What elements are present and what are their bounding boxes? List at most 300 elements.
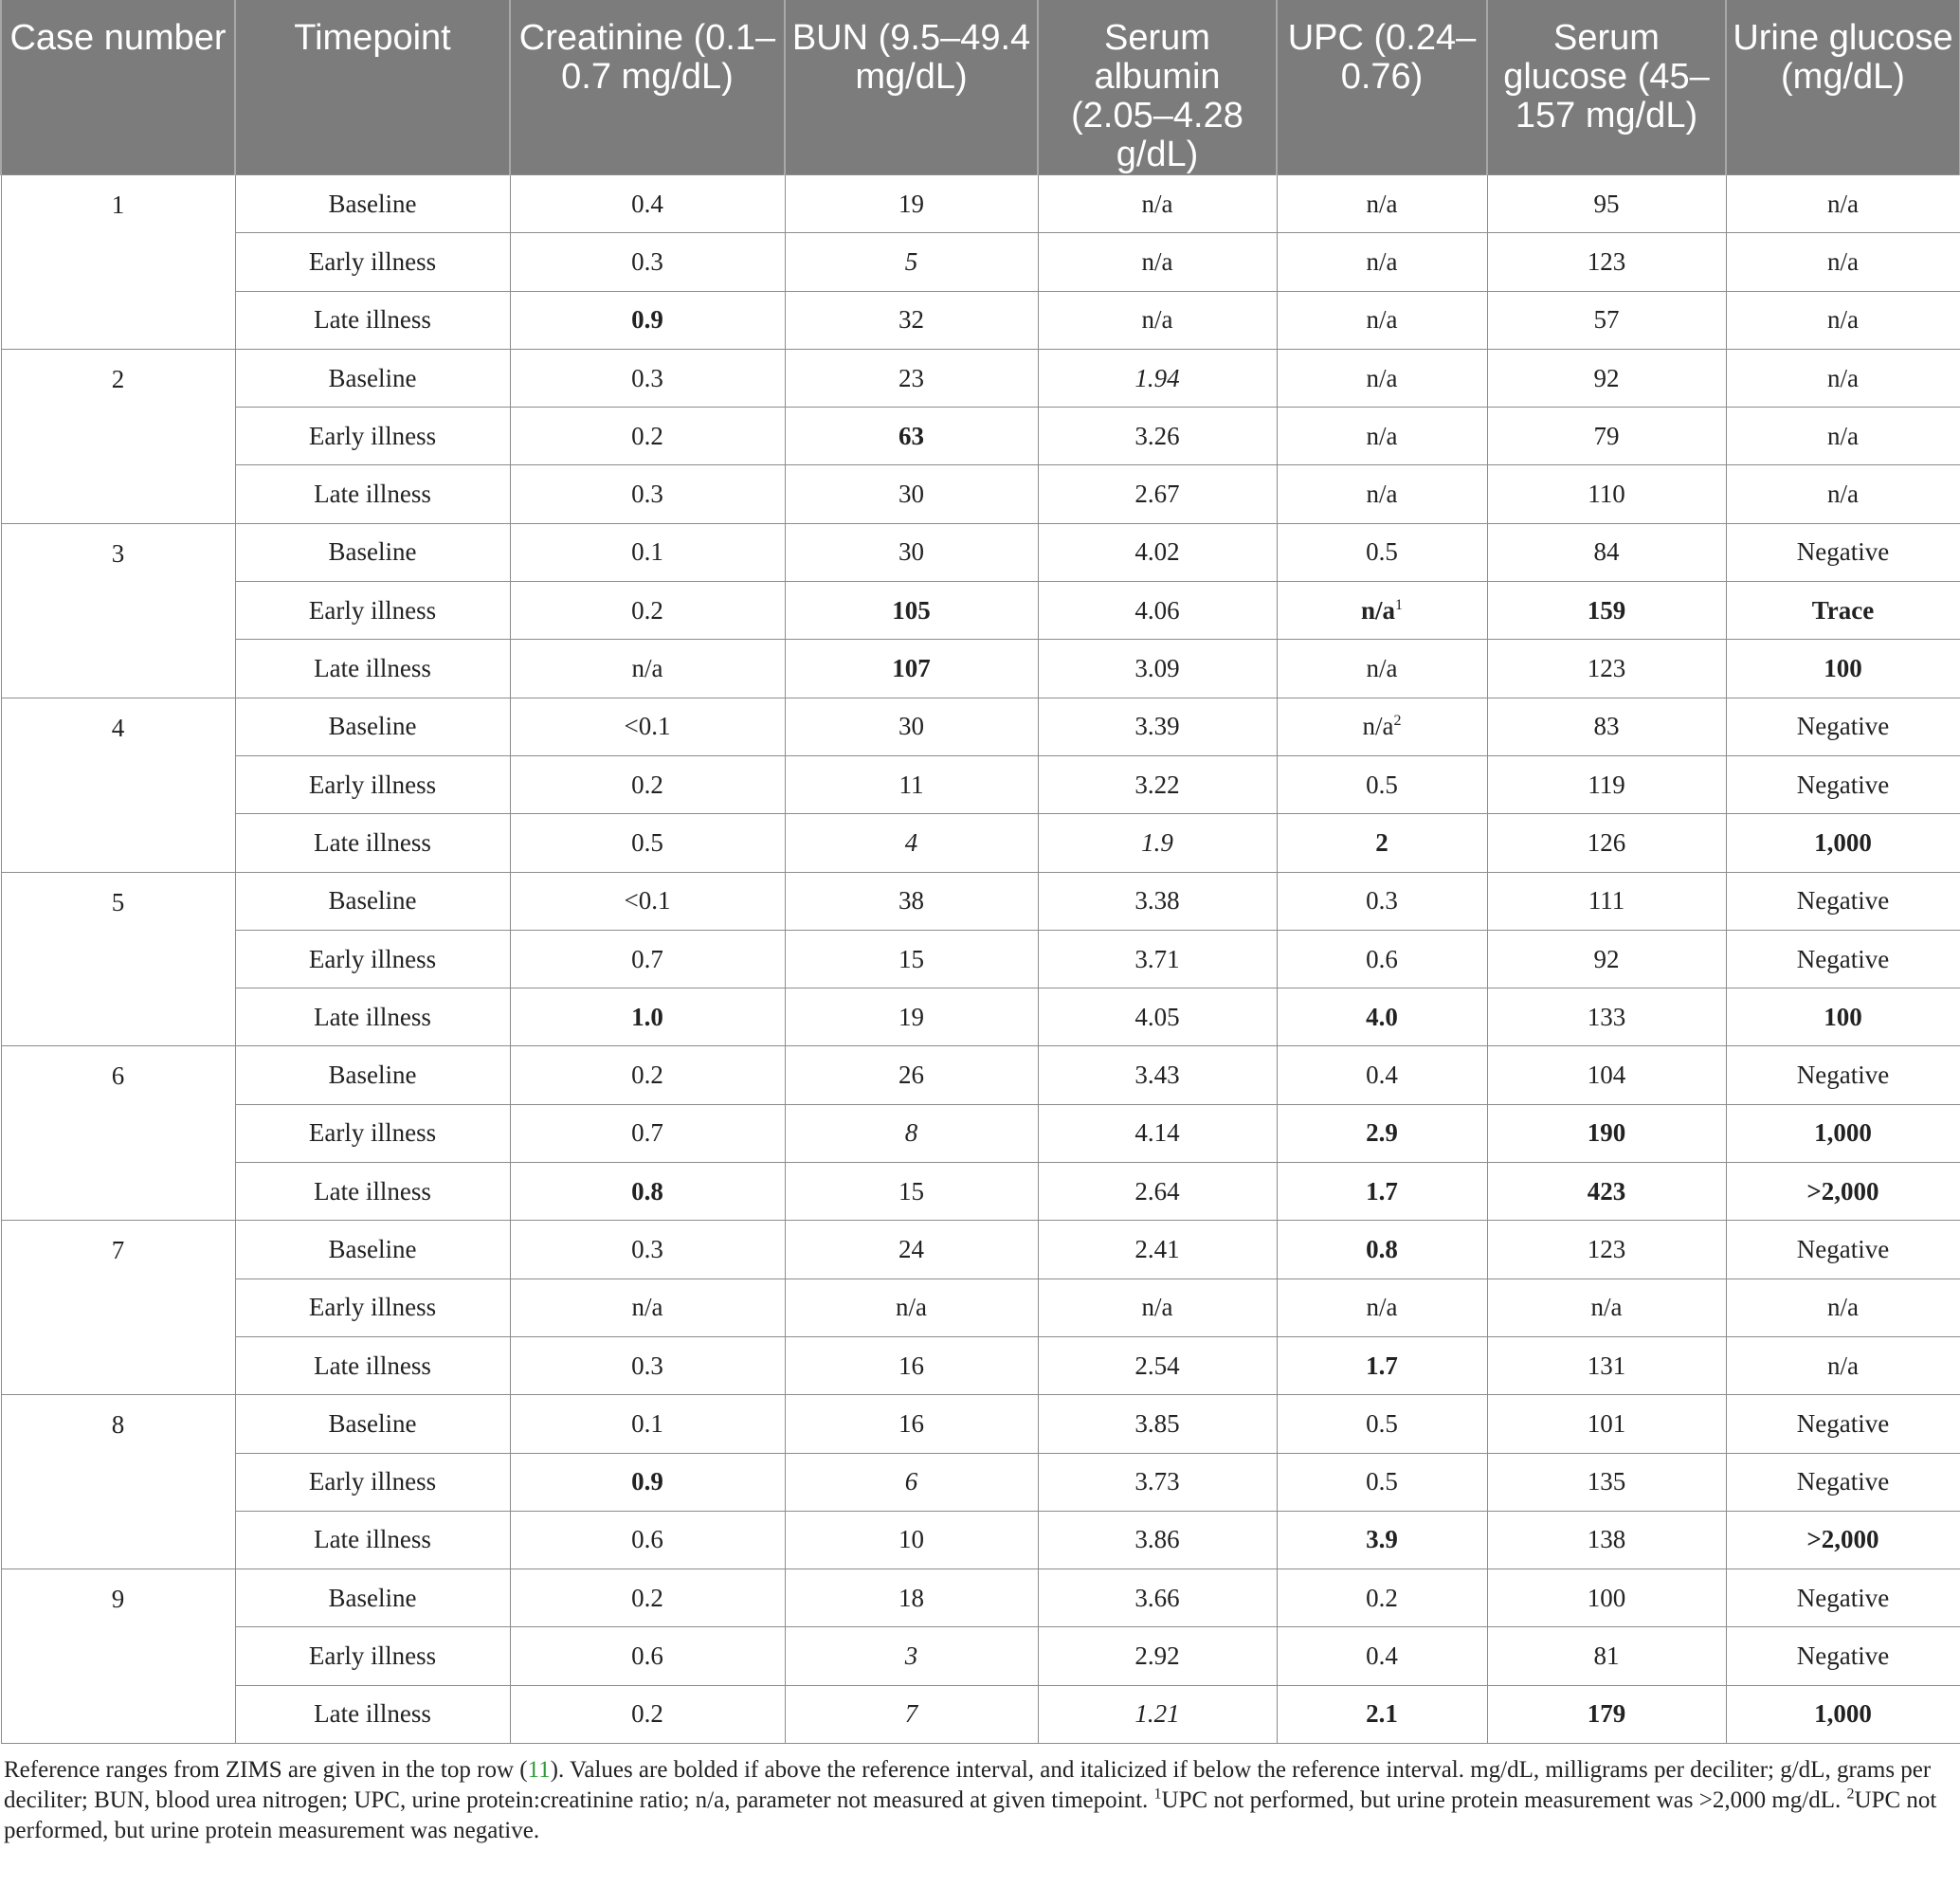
serum-albumin-cell [1038,465,1277,523]
table-row [1,1627,1960,1685]
upc-cell [1277,755,1487,813]
serum-glucose-cell [1487,1685,1726,1743]
serum-glucose-cell [1487,1627,1726,1685]
upc-cell [1277,582,1487,640]
upc-value: 0.8 [1366,1234,1398,1263]
serum-glucose-value: 100 [1587,1583,1626,1612]
timepoint-cell: Baseline [235,1395,510,1453]
bun-value: 6 [904,1467,918,1496]
creatinine-value: 0.6 [631,1641,663,1671]
upc-cell [1277,1221,1487,1278]
header-row [1,0,1960,175]
upc-cell [1277,988,1487,1046]
creatinine-value: 0.1 [631,1408,663,1438]
header-timepoint: Timepoint [235,0,510,175]
footnote-note-2: UPC not performed, but urine protein measurement was negative. [4,1787,1937,1844]
table-row [1,698,1960,755]
creatinine-value: 0.3 [631,246,663,276]
creatinine-cell [510,1569,785,1627]
bun-value: 30 [898,537,924,567]
timepoint-cell: Early illness [235,1278,510,1336]
upc-value: n/a [1366,421,1398,450]
bun-cell [785,640,1038,698]
bun-cell [785,1046,1038,1104]
serum-albumin-value: 3.09 [1134,654,1180,683]
urine-glucose-value: >2,000 [1806,1525,1879,1554]
creatinine-cell [510,349,785,407]
creatinine-cell [510,408,785,465]
serum-glucose-value: 133 [1587,1002,1626,1031]
timepoint-cell: Late illness [235,640,510,698]
timepoint-cell: Late illness [235,814,510,872]
urine-glucose-cell [1726,640,1960,698]
bun-value: 32 [898,305,924,335]
urine-glucose-value: Negative [1796,1408,1890,1438]
serum-glucose-value: 111 [1588,886,1625,916]
serum-glucose-value: 81 [1593,1641,1620,1671]
serum-glucose-cell [1487,175,1726,233]
serum-albumin-cell [1038,988,1277,1046]
timepoint-cell: Late illness [235,291,510,349]
header-case-number: Case number [1,0,235,175]
footnote-mark-2: 2 [1846,1786,1855,1803]
bun-value: 4 [904,827,918,857]
table-row [1,349,1960,407]
bun-value: 19 [898,189,924,218]
serum-albumin-cell [1038,814,1277,872]
urine-glucose-cell [1726,175,1960,233]
upc-cell [1277,408,1487,465]
creatinine-value: 0.3 [631,1351,663,1380]
timepoint-cell: Early illness [235,755,510,813]
serum-glucose-cell [1487,1221,1726,1278]
table-row [1,988,1960,1046]
table-row [1,1046,1960,1104]
urine-glucose-value: n/a [1827,189,1859,218]
serum-albumin-value: 3.39 [1134,712,1180,741]
serum-glucose-value: 95 [1593,189,1620,218]
bun-value: 19 [898,1002,924,1031]
serum-glucose-cell [1487,1395,1726,1453]
creatinine-cell [510,930,785,988]
timepoint-cell: Baseline [235,1046,510,1104]
serum-glucose-value: 190 [1587,1118,1626,1148]
urine-glucose-value: >2,000 [1806,1176,1879,1206]
bun-cell [785,465,1038,523]
header-creatinine: Creatinine (0.1–0.7 mg/dL) [510,0,785,175]
urine-glucose-value: Negative [1796,770,1890,799]
bun-cell [785,1627,1038,1685]
serum-albumin-value: 3.73 [1134,1467,1180,1496]
upc-value: n/a [1366,363,1398,392]
urine-glucose-value: 1,000 [1814,1699,1872,1729]
urine-glucose-value: n/a [1827,480,1859,509]
upc-cell [1277,872,1487,930]
bun-cell [785,1221,1038,1278]
serum-glucose-cell [1487,408,1726,465]
timepoint-cell: Early illness [235,930,510,988]
serum-albumin-cell [1038,1685,1277,1743]
serum-albumin-cell [1038,1163,1277,1221]
serum-albumin-cell [1038,1336,1277,1394]
serum-albumin-value: 3.66 [1134,1583,1180,1612]
creatinine-value: 0.7 [631,1118,663,1148]
table-row [1,175,1960,233]
serum-glucose-cell [1487,582,1726,640]
header-urine-glucose: Urine glucose (mg/dL) [1726,0,1960,175]
urine-glucose-cell [1726,930,1960,988]
serum-glucose-cell [1487,1046,1726,1104]
serum-glucose-cell [1487,291,1726,349]
serum-albumin-value: 3.85 [1134,1408,1180,1438]
serum-glucose-value: 123 [1587,654,1626,683]
table-row [1,872,1960,930]
serum-albumin-value: 2.64 [1134,1176,1180,1206]
creatinine-cell [510,582,785,640]
serum-albumin-value: 3.26 [1134,421,1180,450]
timepoint-cell: Baseline [235,175,510,233]
table-row [1,523,1960,581]
serum-glucose-value: 79 [1593,421,1620,450]
case-number-cell: 5 [1,872,235,1046]
serum-glucose-value: 119 [1588,770,1625,799]
urine-glucose-cell [1726,1453,1960,1511]
table-row [1,1453,1960,1511]
creatinine-value: 0.6 [631,1525,663,1554]
serum-albumin-value: 3.43 [1134,1061,1180,1090]
serum-glucose-value: n/a [1590,1293,1623,1322]
serum-albumin-cell [1038,1104,1277,1162]
creatinine-value: 0.2 [631,1061,663,1090]
serum-glucose-cell [1487,755,1726,813]
creatinine-cell [510,233,785,291]
table-row [1,291,1960,349]
creatinine-value: 0.5 [631,827,663,857]
table-row [1,1511,1960,1569]
urine-glucose-cell [1726,523,1960,581]
timepoint-cell: Late illness [235,1163,510,1221]
bun-cell [785,1453,1038,1511]
urine-glucose-value: 1,000 [1814,827,1872,857]
timepoint-cell: Early illness [235,1453,510,1511]
serum-albumin-cell [1038,1569,1277,1627]
serum-glucose-cell [1487,814,1726,872]
bun-value: 10 [898,1525,924,1554]
urine-glucose-value: Negative [1796,886,1890,916]
case-number-cell: 2 [1,349,235,523]
upc-value: n/a [1366,480,1398,509]
serum-albumin-cell [1038,930,1277,988]
upc-cell [1277,1046,1487,1104]
urine-glucose-cell [1726,291,1960,349]
serum-glucose-cell [1487,872,1726,930]
serum-glucose-value: 138 [1587,1525,1626,1554]
serum-albumin-value: 2.54 [1134,1351,1180,1380]
footnote-note-1: UPC not performed, but urine protein measurement was >2,000 mg/dL. [1161,1787,1847,1814]
table-row [1,1569,1960,1627]
urine-glucose-cell [1726,408,1960,465]
timepoint-cell: Late illness [235,1511,510,1569]
upc-cell [1277,465,1487,523]
bun-cell [785,175,1038,233]
upc-value: n/a [1366,1293,1398,1322]
table-row [1,1685,1960,1743]
serum-glucose-value: 423 [1587,1176,1626,1206]
creatinine-value: 0.2 [631,770,663,799]
upc-cell [1277,1511,1487,1569]
serum-albumin-cell [1038,872,1277,930]
upc-cell [1277,1336,1487,1394]
serum-albumin-cell [1038,1453,1277,1511]
table-row [1,1395,1960,1453]
timepoint-cell: Early illness [235,1104,510,1162]
upc-cell [1277,175,1487,233]
creatinine-value: 1.0 [631,1002,663,1031]
serum-albumin-cell [1038,755,1277,813]
upc-cell [1277,930,1487,988]
upc-value: 0.6 [1366,944,1398,973]
upc-value: 0.5 [1366,537,1398,567]
creatinine-cell [510,1511,785,1569]
urine-glucose-value: Negative [1796,1234,1890,1263]
creatinine-cell [510,1221,785,1278]
serum-albumin-value: 3.22 [1134,770,1180,799]
serum-albumin-cell [1038,291,1277,349]
serum-albumin-cell [1038,408,1277,465]
serum-glucose-value: 84 [1593,537,1620,567]
serum-glucose-value: 159 [1587,595,1626,625]
case-number-cell: 1 [1,175,235,350]
urine-glucose-value: Negative [1796,1583,1890,1612]
creatinine-value: 0.2 [631,1583,663,1612]
serum-albumin-value: 2.92 [1134,1641,1180,1671]
upc-value: 1.7 [1366,1176,1398,1206]
serum-albumin-value: 1.21 [1134,1699,1180,1729]
urine-glucose-cell [1726,1046,1960,1104]
creatinine-value: n/a [631,654,663,683]
serum-albumin-value: 2.41 [1134,1234,1180,1263]
upc-cell [1277,523,1487,581]
serum-glucose-value: 104 [1587,1061,1626,1090]
serum-albumin-cell [1038,1627,1277,1685]
serum-glucose-value: 110 [1588,480,1625,509]
serum-glucose-cell [1487,465,1726,523]
serum-glucose-cell [1487,988,1726,1046]
urine-glucose-value: n/a [1827,363,1859,392]
urine-glucose-cell [1726,1627,1960,1685]
creatinine-cell [510,1104,785,1162]
timepoint-cell: Late illness [235,988,510,1046]
creatinine-cell [510,1163,785,1221]
bun-cell [785,1163,1038,1221]
serum-albumin-value: 3.71 [1134,944,1180,973]
serum-glucose-value: 57 [1593,305,1620,335]
serum-glucose-cell [1487,523,1726,581]
bun-cell [785,1104,1038,1162]
bun-cell [785,1278,1038,1336]
table-row [1,1104,1960,1162]
bun-value: 26 [898,1061,924,1090]
serum-albumin-cell [1038,233,1277,291]
footnote-marker: 2 [1393,713,1402,730]
serum-albumin-cell [1038,1395,1277,1453]
upc-cell [1277,1569,1487,1627]
table-row [1,582,1960,640]
bun-cell [785,349,1038,407]
bun-value: 8 [904,1118,918,1148]
serum-albumin-value: 2.67 [1134,480,1180,509]
creatinine-value: 0.2 [631,595,663,625]
urine-glucose-value: Negative [1796,1061,1890,1090]
bun-cell [785,291,1038,349]
bun-value: 30 [898,480,924,509]
serum-albumin-cell [1038,175,1277,233]
urine-glucose-cell [1726,814,1960,872]
timepoint-cell: Late illness [235,1336,510,1394]
table-row [1,814,1960,872]
serum-glucose-cell [1487,233,1726,291]
creatinine-value: 0.2 [631,1699,663,1729]
upc-value: n/a [1366,189,1398,218]
bun-value: 105 [892,595,931,625]
serum-albumin-value: 1.9 [1141,827,1173,857]
upc-cell [1277,233,1487,291]
creatinine-value: 0.3 [631,363,663,392]
header-serum-albumin: Serum albumin (2.05–4.28 g/dL) [1038,0,1277,175]
serum-albumin-value: n/a [1141,1293,1173,1322]
creatinine-cell [510,523,785,581]
bun-value: 7 [904,1699,918,1729]
upc-cell [1277,349,1487,407]
table-row [1,408,1960,465]
serum-glucose-cell [1487,1453,1726,1511]
footnote-mark-1: 1 [1153,1786,1162,1803]
serum-glucose-value: 126 [1587,827,1626,857]
upc-cell [1277,1453,1487,1511]
creatinine-value: 0.2 [631,421,663,450]
bun-cell [785,1569,1038,1627]
urine-glucose-cell [1726,988,1960,1046]
table-footnote [4,1755,1951,1846]
urine-glucose-cell [1726,1685,1960,1743]
table-row [1,1221,1960,1278]
bun-cell [785,408,1038,465]
creatinine-value: <0.1 [624,886,671,916]
bun-cell [785,988,1038,1046]
creatinine-cell [510,465,785,523]
upc-value: 3.9 [1366,1525,1398,1554]
timepoint-cell: Late illness [235,1685,510,1743]
bun-value: 30 [898,712,924,741]
urine-glucose-value: Negative [1796,1467,1890,1496]
upc-cell [1277,1104,1487,1162]
creatinine-value: 0.3 [631,480,663,509]
bun-value: 16 [898,1351,924,1380]
creatinine-cell [510,1278,785,1336]
bun-value: 16 [898,1408,924,1438]
serum-albumin-cell [1038,1046,1277,1104]
creatinine-cell [510,988,785,1046]
bun-cell [785,930,1038,988]
urine-glucose-cell [1726,872,1960,930]
serum-glucose-cell [1487,1163,1726,1221]
serum-glucose-value: 92 [1593,944,1620,973]
creatinine-value: 0.9 [631,305,663,335]
timepoint-cell: Early illness [235,582,510,640]
case-number-cell: 6 [1,1046,235,1221]
bun-cell [785,1336,1038,1394]
bun-value: 5 [904,246,918,276]
serum-albumin-value: 1.94 [1134,363,1180,392]
serum-glucose-value: 131 [1587,1351,1626,1380]
serum-albumin-value: 3.38 [1134,886,1180,916]
creatinine-cell [510,1453,785,1511]
serum-albumin-cell [1038,349,1277,407]
timepoint-cell: Baseline [235,1221,510,1278]
creatinine-cell [510,1336,785,1394]
bun-value: n/a [896,1293,927,1322]
urine-glucose-value: Trace [1811,595,1875,625]
upc-value: 1.7 [1366,1351,1398,1380]
serum-albumin-value: 3.86 [1134,1525,1180,1554]
urine-glucose-cell [1726,1395,1960,1453]
urine-glucose-cell [1726,1104,1960,1162]
serum-albumin-cell [1038,1278,1277,1336]
urine-glucose-cell [1726,755,1960,813]
upc-cell [1277,1278,1487,1336]
case-number-cell: 9 [1,1569,235,1744]
creatinine-cell [510,1046,785,1104]
bun-cell [785,755,1038,813]
urine-glucose-value: 1,000 [1814,1118,1872,1148]
bun-value: 38 [898,886,924,916]
upc-cell [1277,1395,1487,1453]
upc-cell [1277,698,1487,755]
upc-value: n/a [1366,246,1398,276]
upc-cell [1277,291,1487,349]
creatinine-value: 0.8 [631,1176,663,1206]
urine-glucose-cell [1726,1569,1960,1627]
creatinine-cell [510,1627,785,1685]
serum-albumin-value: 4.05 [1134,1002,1180,1031]
reference-link[interactable]: 11 [527,1757,551,1784]
upc-value: n/a [1362,712,1394,741]
timepoint-cell: Early illness [235,408,510,465]
serum-albumin-cell [1038,582,1277,640]
serum-albumin-value: 4.06 [1134,595,1180,625]
serum-glucose-cell [1487,640,1726,698]
creatinine-cell [510,640,785,698]
serum-glucose-value: 92 [1593,363,1620,392]
timepoint-cell: Baseline [235,698,510,755]
upc-value: n/a [1360,595,1396,625]
bun-cell [785,233,1038,291]
table-row [1,640,1960,698]
bun-cell [785,523,1038,581]
bun-cell [785,872,1038,930]
table-row [1,1163,1960,1221]
serum-glucose-value: 83 [1593,712,1620,741]
creatinine-value: 0.3 [631,1234,663,1263]
urine-glucose-value: n/a [1827,305,1859,335]
serum-glucose-value: 179 [1587,1699,1626,1729]
bun-cell [785,1511,1038,1569]
serum-glucose-cell [1487,1104,1726,1162]
serum-albumin-cell [1038,523,1277,581]
bun-value: 3 [904,1641,918,1671]
bun-value: 15 [898,1176,924,1206]
urine-glucose-value: 100 [1824,654,1862,683]
